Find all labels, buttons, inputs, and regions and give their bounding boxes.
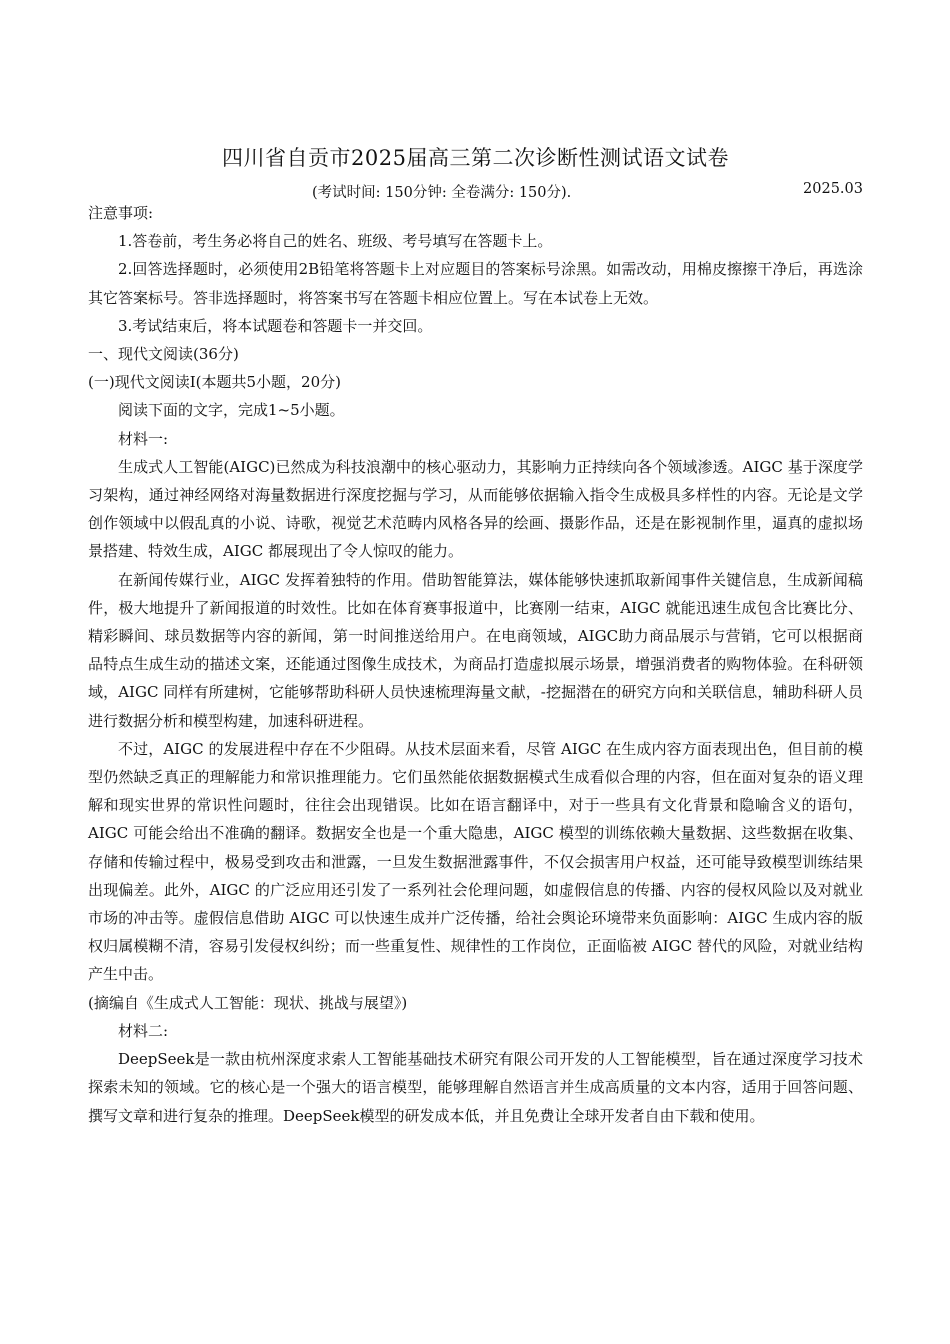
section-heading: 一、现代文阅读(36分) <box>88 345 239 364</box>
notice-heading: 注意事项: <box>88 204 154 222</box>
notice-item: 3.考试结束后，将本试题卷和答题卡一并交回。 <box>118 316 433 335</box>
subsection-heading: (一)现代文阅读Ⅰ(本题共5小题，20分) <box>88 373 341 392</box>
exam-date: 2025.03 <box>803 181 863 197</box>
notice-item: 1.答卷前，考生务必将自己的姓名、班级、考号填写在答题卡上。 <box>118 232 553 251</box>
material-two-label: 材料二: <box>118 1021 169 1040</box>
document-body <box>88 199 863 1130</box>
material-one-label: 材料一: <box>118 429 169 448</box>
material-one-paragraph: 生成式人工智能(AIGC)已然成为科技浪潮中的核心驱动力，其影响力正持续向各个领域渗透。AIGC 基于深度学习架构，通过神经网络对海量数据进行深度挖掘与学习，从而能够依据输入指令生成极具多样性的内容。无论是文学创作领域中以假乱真的小说、诗歌，视觉艺术范畴内风格各异的绘画、摄影作品，还是在影视制作里，逼真的虚拟场景搭建、特效生成，AIGC 都展现出了令人惊叹的能力。 <box>88 457 863 561</box>
material-one-paragraph: 在新闻传媒行业，AIGC 发挥着独特的作用。借助智能算法，媒体能够快速抓取新闻事件关键信息，生成新闻稿件，极大地提升了新闻报道的时效性。比如在体育赛事报道中，比赛刚一结束，AIGC 就能迅速生成包含比赛比分、精彩瞬间、球员数据等内容的新闻，第一时间推送给用户。在电商领域，AIGC助力商品展示与营销，它可以根据商品特点生成生动的描述文案，还能通过图像生成技术，为商品打造虚拟展示场景，增强消费者的购物体验。在科研领域，AIGC 同样有所建树，它能够帮助科研人员快速梳理海量文献，-挖掘潜在的研究方向和关联信息，辅助科研人员进行数据分析和模型构建，加速科研进程。 <box>88 570 863 730</box>
document-title: 四川省自贡市2025届高三第二次诊断性测试语文试卷 <box>222 146 729 171</box>
material-two-paragraph: DeepSeek是一款由杭州深度求索人工智能基础技术研究有限公司开发的人工智能模型，旨在通过深度学习技术探索未知的领域。它的核心是一个强大的语言模型，能够理解自然语言并生成高质量的文本内容，适用于回答问题、撰写文章和进行复杂的推理。DeepSeek模型的研发成本低，并且免费让全球开发者自由下载和使用。 <box>88 1050 863 1125</box>
material-one-paragraph: 不过，AIGC 的发展进程中存在不少阻碍。从技术层面来看，尽管 AIGC 在生成内容方面表现出色，但目前的模型仍然缺乏真正的理解能力和常识推理能力。它们虽然能依据数据模式生成看似合理的内容，但在面对复杂的语义理解和现实世界的常识性问题时，往往会出现错误。比如在语言翻译中，对于一些具有文化背景和隐喻含义的语句，AIGC 可能会给出不准确的翻译。数据安全也是一个重大隐患，AIGC 模型的训练依赖大量数据、这些数据在收集、存储和传输过程中，极易受到攻击和泄露，一旦发生数据泄露事件，不仅会损害用户权益，还可能导致模型训练结果出现偏差。此外，AIGC 的广泛应用还引发了一系列社会伦理问题，如虚假信息的传播、内容的侵权风险以及对就业市场的冲击等。虚假信息借助 AIGC 可以快速生成并广泛传播，给社会舆论环境带来负面影响：AIGC 生成内容的版权归属模糊不清，容易引发侵权纠纷；而一些重复性、规律性的工作岗位，正面临被 AIGC 替代的风险，对就业结构产生中击。 <box>88 739 863 984</box>
material-one-source: (摘编自《生成式人工智能：现状、挑战与展望》) <box>88 993 408 1012</box>
notice-item: 2.回答选择题时，必须使用2B铅笔将答题卡上对应题目的答案标号涂黑。如需改动，用棉皮擦擦干净后，再选涂其它答案标号。答非选择题时，将答案书写在答题卡相应位置上。写在本试卷上无效。 <box>88 260 863 307</box>
exam-duration-score: (考试时间: 150分钟: 全卷满分: 150分). <box>312 185 572 201</box>
reading-instruction: 阅读下面的文字，完成1~5小题。 <box>118 401 345 420</box>
